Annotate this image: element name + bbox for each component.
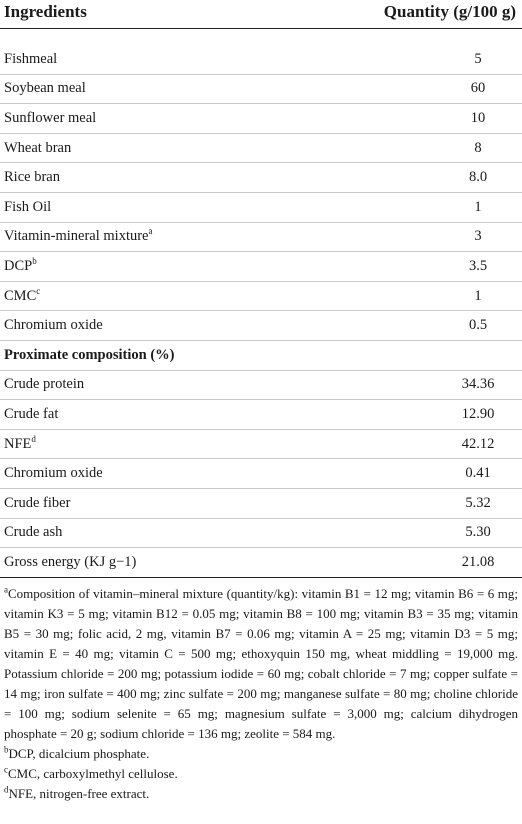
- table-row: [0, 429, 522, 459]
- quantity-value: 3: [352, 222, 522, 252]
- ingredient-name: Rice bran: [4, 169, 60, 186]
- column-header-quantity: Quantity (g/100 g): [383, 2, 516, 21]
- empty-cell: [352, 340, 522, 370]
- ingredient-name: CMC: [4, 287, 37, 304]
- ingredient-cell: [0, 192, 352, 222]
- ingredient-name: Wheat bran: [4, 139, 72, 156]
- table-row: [0, 281, 522, 311]
- quantity-value: 5.32: [352, 488, 522, 518]
- footnote-mark: b: [4, 744, 9, 755]
- ingredient-name: NFE: [4, 435, 32, 452]
- footnote-mark: d: [4, 784, 9, 795]
- table-row: [0, 45, 522, 74]
- footnote-d: [4, 784, 518, 804]
- table-row: [0, 370, 522, 400]
- footnotes: [0, 584, 522, 804]
- quantity-value: 5: [352, 45, 522, 74]
- column-header-ingredients: Ingredients: [4, 2, 87, 21]
- header-row: [0, 0, 522, 29]
- table-row: [0, 74, 522, 104]
- quantity-value: 60: [352, 74, 522, 104]
- ingredient-cell: [0, 104, 352, 134]
- quantity-value: 12.90: [352, 400, 522, 430]
- quantity-value: 5.30: [352, 518, 522, 548]
- section-heading-row: [0, 340, 522, 370]
- ingredient-cell: [0, 163, 352, 193]
- table-row: [0, 192, 522, 222]
- ingredient-cell: [0, 281, 352, 311]
- ingredient-cell: [0, 74, 352, 104]
- quantity-value: 10: [352, 104, 522, 134]
- table-row: [0, 311, 522, 341]
- footnote-a: [4, 584, 518, 744]
- ingredient-name: Gross energy (KJ g−1): [4, 553, 137, 570]
- table-row: [0, 104, 522, 134]
- ingredient-cell: [0, 252, 352, 282]
- footnote-mark: a: [4, 584, 8, 595]
- quantity-value: 0.41: [352, 459, 522, 489]
- table-row: [0, 518, 522, 548]
- ingredient-cell: [0, 311, 352, 341]
- ingredient-cell: [0, 133, 352, 163]
- quantity-value: 8.0: [352, 163, 522, 193]
- footnote-marker: b: [32, 256, 37, 267]
- ingredient-name: Crude ash: [4, 524, 63, 541]
- ingredient-name: Fishmeal: [4, 50, 58, 67]
- table-row: [0, 488, 522, 518]
- table-row: [0, 133, 522, 163]
- footnote-mark: c: [4, 764, 8, 775]
- table-header: [0, 0, 522, 29]
- ingredient-cell: [0, 45, 352, 74]
- ingredient-cell: [0, 429, 352, 459]
- header-spacer-row: [0, 29, 522, 46]
- proximate-composition-heading: Proximate composition (%): [0, 340, 352, 370]
- table-row: [0, 459, 522, 489]
- ingredient-name: DCP: [4, 257, 33, 274]
- footnote-text: CMC, carboxylmethyl cellulose.: [8, 765, 178, 781]
- ingredient-name: Fish Oil: [4, 198, 52, 215]
- ingredient-name: Vitamin-mineral mixture: [4, 228, 149, 245]
- table-row: [0, 163, 522, 193]
- ingredient-cell: [0, 518, 352, 548]
- quantity-value: 21.08: [352, 548, 522, 578]
- quantity-value: 1: [352, 192, 522, 222]
- footnote-b: [4, 744, 518, 764]
- table-row: [0, 400, 522, 430]
- ingredient-name: Crude fiber: [4, 494, 71, 511]
- table-body: [0, 29, 522, 578]
- table-row: [0, 252, 522, 282]
- footnote-text: Composition of vitamin–mineral mixture (quantity/kg): vitamin B1 = 12 mg; vitamin B6 = 6 mg; vitamin K3 = 5 mg; vitamin B12 = 0.05 mg; vitamin B8 = 100 mg; vitamin B3 = 35 mg; vitamin B5 = 30 mg; folic acid, 2 mg, vitamin B7 = 0.06 mg; vitamin A = 25 mg; vitamin D3 = 5 mg; vitamin E = 40 mg; vitamin C = 500 mg; ethoxyquin 150 mg, wheat middling = 19,000 mg. Potassium chloride = 200 mg; potassium iodide = 60 mg; cobalt chloride = 7 mg; copper sulfate = 14 mg; iron sulfate = 400 mg; zinc sulfate = 200 mg; manganese sulfate = 80 mg; choline chloride = 100 mg; sodium selenite = 65 mg; magnesium sulfate = 3,000 mg; calcium dihydrogen phosphate = 20 g; sodium chloride = 136 mg; zeolite = 584 mg.: [4, 585, 518, 741]
- footnote-marker: c: [36, 285, 41, 296]
- quantity-value: 34.36: [352, 370, 522, 400]
- table-row: [0, 548, 522, 578]
- ingredient-name: Chromium oxide: [4, 465, 103, 482]
- footnote-text: NFE, nitrogen-free extract.: [8, 785, 150, 801]
- quantity-value: 0.5: [352, 311, 522, 341]
- footnote-text: DCP, dicalcium phosphate.: [8, 745, 150, 761]
- ingredient-name: Soybean meal: [4, 80, 86, 97]
- quantity-value: 3.5: [352, 252, 522, 282]
- ingredient-name: Sunflower meal: [4, 109, 97, 126]
- footnote-marker: a: [148, 226, 153, 237]
- ingredient-cell: [0, 459, 352, 489]
- ingredient-name: Crude fat: [4, 405, 59, 422]
- ingredient-cell: [0, 400, 352, 430]
- quantity-value: 1: [352, 281, 522, 311]
- ingredient-name: Crude protein: [4, 376, 85, 393]
- ingredient-cell: [0, 222, 352, 252]
- ingredient-cell: [0, 488, 352, 518]
- ingredient-name: Chromium oxide: [4, 317, 103, 334]
- ingredient-cell: [0, 548, 352, 578]
- quantity-value: 8: [352, 133, 522, 163]
- quantity-value: 42.12: [352, 429, 522, 459]
- footnote-marker: d: [31, 433, 36, 444]
- table-row: [0, 222, 522, 252]
- footnote-c: [4, 764, 518, 784]
- ingredient-cell: [0, 370, 352, 400]
